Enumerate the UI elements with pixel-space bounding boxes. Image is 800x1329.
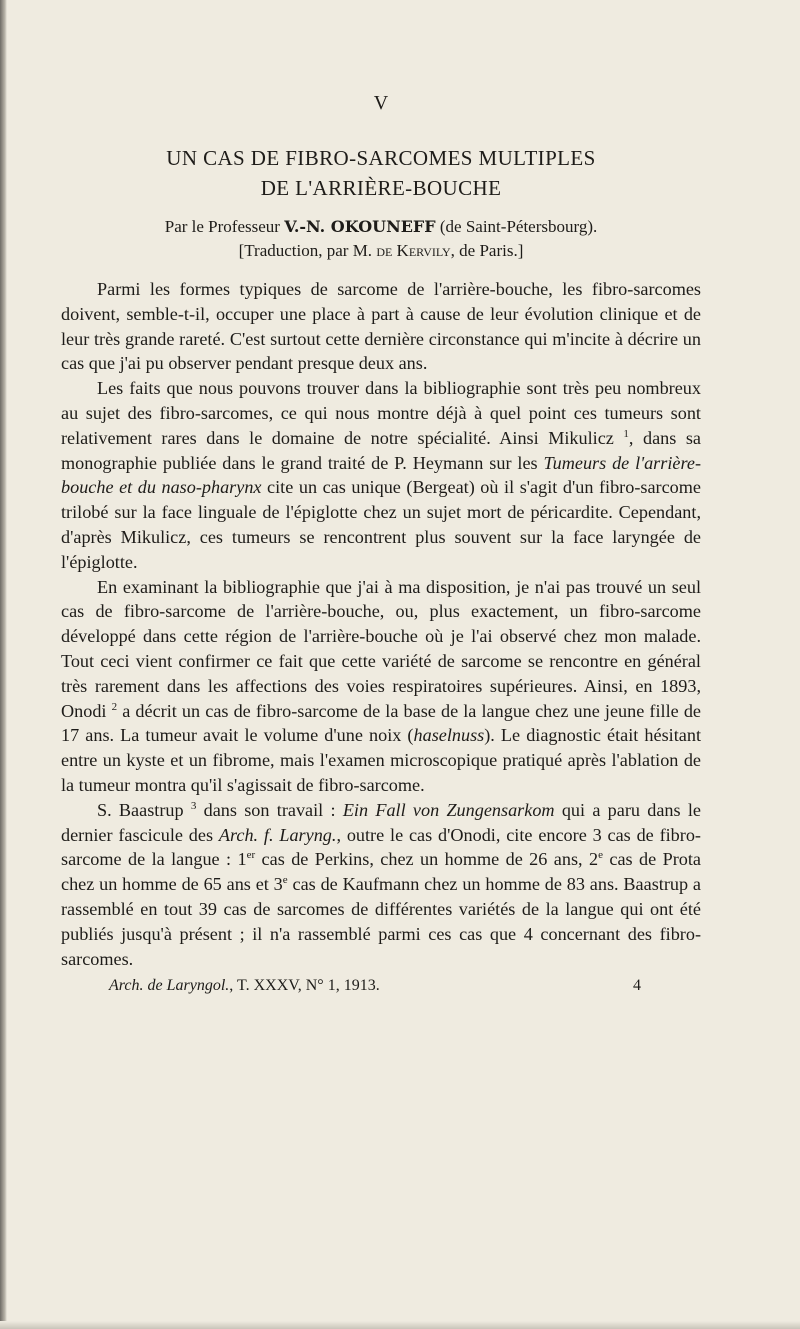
p4-sup-e1: e <box>598 849 603 862</box>
journal-name: Arch. de Laryngol. <box>109 977 230 995</box>
title-line-1: UN CAS DE FIBRO-SARCOMES MULTIPLES <box>166 146 596 170</box>
translation-line <box>61 239 701 263</box>
article-body <box>61 277 701 971</box>
p4-text-d: , outre le cas d'Onodi, cite encore 3 cas de fibro-sarcome de la langue : 1 <box>61 824 701 870</box>
title-line-2: DE L'ARRIÈRE-BOUCHE <box>260 176 502 200</box>
p4-text-a: S. Baastrup <box>97 799 191 820</box>
journal-volume: , T. XXXV, N° 1, 1913. <box>229 977 380 995</box>
p4-sup-er: er <box>246 849 256 862</box>
paragraph-3 <box>61 575 701 798</box>
p3-italic-term: haselnuss <box>413 725 485 746</box>
p4-italic-title: Ein Fall von Zungensarkom <box>342 799 555 820</box>
p4-text-c: qui a paru dans le dernier fascicule des <box>61 799 701 845</box>
translator-name: de Kervily <box>376 241 451 260</box>
p2-text-b: , dans sa monographie publiée dans le grand traité de P. Heymann sur les <box>61 427 701 473</box>
footnote-ref-1: 1 <box>623 427 629 440</box>
page-binding-shadow <box>0 0 7 1329</box>
author-affiliation: (de Saint-Pétersbourg). <box>439 217 598 236</box>
paragraph-2 <box>61 376 701 574</box>
p2-text-a: Les faits que nous pouvons trouver dans la bibliographie sont très peu nombreux au sujet des fibro-sarcomes, ce qui nous montre déjà à quel point ces tumeurs sont relativement rares dans le domaine de notre spécialité. Ainsi Mikulicz <box>61 378 701 448</box>
page-content <box>61 92 701 1001</box>
article-title <box>61 143 701 203</box>
author-line <box>61 215 701 239</box>
page-bottom-shadow <box>0 1321 800 1329</box>
paragraph-4 <box>61 798 701 972</box>
p4-text-g: cas de Kaufmann chez un homme de 83 ans. Baastrup a rassemblé en tout 39 cas de sarcomes de différentes variétés de la langue qui ont été publiés jusqu'à présent ; il n'a rassemblé parmi ces cas que 4 concernant des fibro-sarcomes. <box>61 874 701 969</box>
page-number: 4 <box>633 977 641 995</box>
p4-italic-journal: Arch. f. Laryng. <box>218 824 337 845</box>
p2-text-c: cite un cas unique (Bergeat) où il s'agit d'un fibro-sarcome trilobé sur la face linguale de l'épiglotte chez un sujet mort de péricardite. Cependant, d'après Mikulicz, ces tumeurs se rencontrent plus souvent sur la face laryngée de l'épiglotte. <box>61 477 701 572</box>
section-number: V <box>373 92 389 114</box>
p4-text-b: dans son travail : <box>196 799 343 820</box>
translation-open: [Traduction, par M. <box>238 241 377 260</box>
footnote-ref-2: 2 <box>111 700 118 713</box>
journal-reference <box>109 977 380 995</box>
p3-text-c: ). Le diagnostic était hésitant entre un kyste et un fibrome, mais l'examen microscopique pratiqué après l'ablation de la tumeur montra qu'il s'agissait de fibro-sarcome. <box>61 725 701 795</box>
translation-close: , de Paris.] <box>450 241 524 260</box>
author-name: V.-N. OKOUNEFF <box>284 217 436 236</box>
p4-text-f: cas de Prota chez un homme de 65 ans et 3 <box>61 849 702 895</box>
p2-italic-title: Tumeurs de l'arrière-bouche et du naso-pharynx <box>61 452 701 498</box>
page-footer <box>61 977 701 1001</box>
paragraph-1: Parmi les formes typiques de sarcome de l'arrière-bouche, les fibro-sarcomes doivent, semble-t-il, occuper une place à part à cause de leur évolution clinique et de leur très grande rareté. C'est surtout cette dernière circonstance qui m'incite à décrire un cas que j'ai pu observer pendant presque deux ans. <box>61 279 701 374</box>
footnote-ref-3: 3 <box>190 799 197 812</box>
p3-text-b: a décrit un cas de fibro-sarcome de la base de la langue chez une jeune fille de 17 ans. La tumeur avait le volume d'une noix ( <box>61 700 702 746</box>
p4-sup-e2: e <box>282 874 288 887</box>
p3-text-a: En examinant la bibliographie que j'ai à ma disposition, je n'ai pas trouvé un seul cas de fibro-sarcome de l'arrière-bouche, ou, plus exactement, un fibro-sarcome développé dans cette région de l'arrière-bouche où je l'ai observé chez mon malade. Tout ceci vient confirmer ce fait que cette variété de sarcome se rencontre en général très rarement dans les affections des voies respiratoires supérieures. Ainsi, en 1893, Onodi <box>61 576 701 721</box>
author-prefix: Par le Professeur <box>164 217 280 236</box>
p4-text-e: cas de Perkins, chez un homme de 26 ans, 2 <box>255 849 599 870</box>
